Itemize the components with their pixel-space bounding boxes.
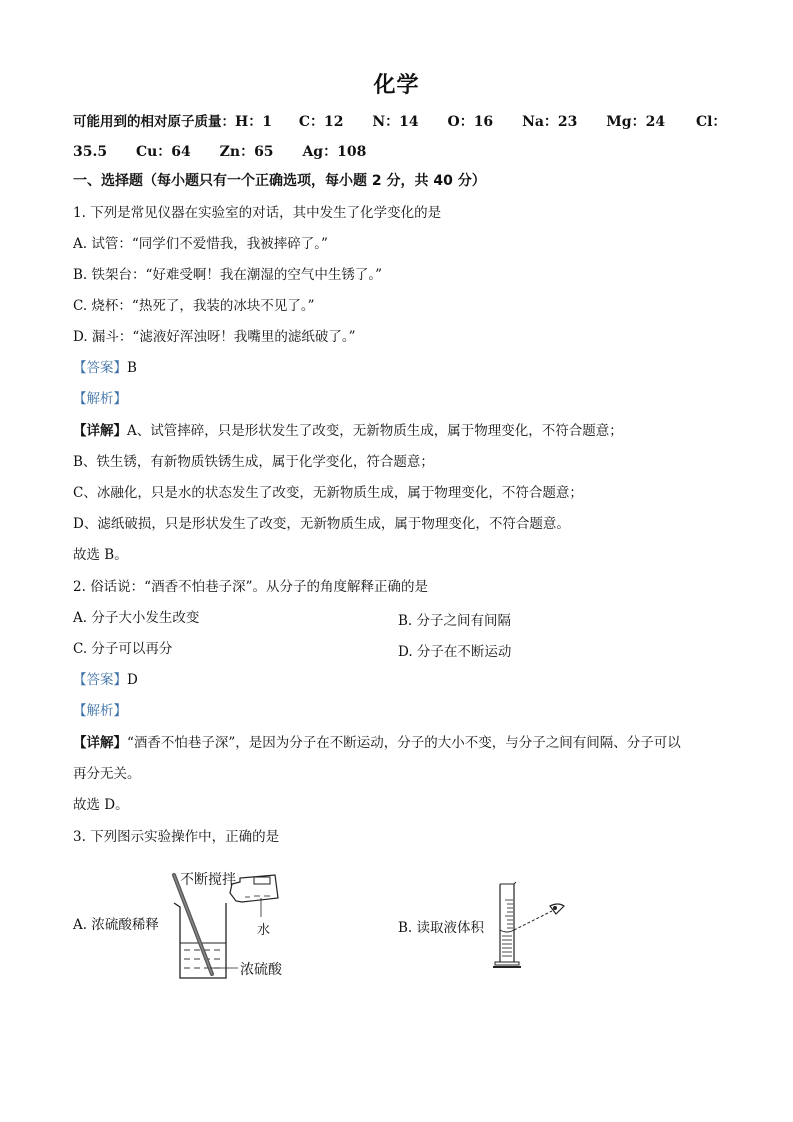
analysis-label: 【解析】 bbox=[73, 703, 127, 719]
q1-option-d: D. 漏斗：“滤液好浑浊呀！我嘴里的滤纸破了。” bbox=[73, 329, 356, 345]
question-number: 1. bbox=[73, 205, 86, 221]
detail-label: 【详解】 bbox=[73, 423, 127, 439]
detail-text: A、试管摔碎，只是形状发生了改变，无新物质生成，属于物理变化，不符合题意； bbox=[127, 423, 623, 439]
mass-na: Na：23 bbox=[522, 114, 578, 130]
q1-option-a: A. 试管：“同学们不爱惜我，我被摔碎了。” bbox=[73, 236, 328, 252]
answer-label: 【答案】 bbox=[73, 672, 127, 688]
atomic-mass-line-1 bbox=[73, 110, 726, 131]
water-label: 水 bbox=[257, 923, 271, 938]
answer-value: D bbox=[127, 672, 138, 688]
q3-option-a-label: A. 浓硫酸稀释 bbox=[73, 917, 159, 933]
section-heading: 一、选择题（每小题只有一个正确选项，每小题 2 分，共 40 分） bbox=[73, 173, 486, 189]
question-number: 3. bbox=[73, 829, 86, 845]
q1-detail-line-3: C、冰融化，只是水的状态发生了改变，无新物质生成，属于物理变化，不符合题意； bbox=[73, 485, 583, 501]
mass-cl-label: Cl： bbox=[695, 114, 727, 130]
answer-value: B bbox=[127, 360, 137, 376]
q1-detail-line-4: D、滤纸破损，只是形状发生了改变，无新物质生成，属于物理变化，不符合题意。 bbox=[73, 516, 570, 532]
atomic-mass-label: 可能用到的相对原子质量： bbox=[73, 114, 235, 130]
question-text: 俗话说：“酒香不怕巷子深”。从分子的角度解释正确的是 bbox=[90, 579, 428, 595]
mass-mg: Mg：24 bbox=[606, 114, 666, 130]
detail-label: 【详解】 bbox=[73, 735, 127, 751]
question-1-stem bbox=[73, 204, 441, 222]
q2-conclusion: 故选 D。 bbox=[73, 797, 129, 813]
analysis-label: 【解析】 bbox=[73, 391, 127, 407]
mass-n: N：14 bbox=[372, 114, 419, 130]
q1-answer bbox=[73, 359, 137, 377]
q1-detail-line-2: B、铁生锈，有新物质铁锈生成，属于化学变化，符合题意； bbox=[73, 454, 434, 470]
figure-cylinder-reading bbox=[492, 878, 572, 973]
mass-cu: Cu：64 bbox=[135, 144, 191, 160]
mass-c: C：12 bbox=[298, 114, 344, 130]
mass-o: O：16 bbox=[447, 114, 494, 130]
question-3-stem bbox=[73, 828, 279, 846]
mass-zn: Zn：65 bbox=[219, 144, 274, 160]
q2-option-b: B. 分子之间有间隔 bbox=[398, 613, 512, 629]
stir-label: 不断搅拌 bbox=[180, 872, 236, 888]
q2-option-c: C. 分子可以再分 bbox=[73, 641, 173, 657]
q2-answer bbox=[73, 671, 138, 689]
q2-option-d: D. 分子在不断运动 bbox=[398, 644, 512, 660]
q2-option-a: A. 分子大小发生改变 bbox=[73, 610, 200, 626]
acid-label: 浓硫酸 bbox=[240, 962, 282, 978]
answer-label: 【答案】 bbox=[73, 360, 127, 376]
q2-detail-line-1 bbox=[73, 734, 681, 752]
figure-acid-dilution bbox=[160, 868, 310, 983]
detail-text: “酒香不怕巷子深”，是因为分子在不断运动，分子的大小不变，与分子之间有间隔、分子可以 bbox=[127, 735, 681, 751]
eye-icon bbox=[550, 904, 564, 914]
mass-h: H：1 bbox=[235, 114, 272, 130]
q2-detail-line-2: 再分无关。 bbox=[73, 766, 141, 782]
atomic-mass-line-2 bbox=[73, 141, 366, 161]
question-number: 2. bbox=[73, 579, 86, 595]
q2-analysis-label bbox=[73, 702, 127, 720]
question-text: 下列图示实验操作中，正确的是 bbox=[90, 829, 280, 845]
question-2-stem bbox=[73, 578, 428, 596]
q1-analysis-label bbox=[73, 390, 127, 408]
mass-cl-value: 35.5 bbox=[73, 144, 108, 160]
q1-conclusion: 故选 B。 bbox=[73, 547, 128, 563]
question-text: 下列是常见仪器在实验室的对话，其中发生了化学变化的是 bbox=[90, 205, 442, 221]
q1-detail-line-1 bbox=[73, 422, 623, 440]
q1-option-b: B. 铁架台：“好难受啊！我在潮湿的空气中生锈了。” bbox=[73, 267, 383, 283]
page-title: 化学 bbox=[373, 72, 420, 98]
q1-option-c: C. 烧杯：“热死了，我装的冰块不见了。” bbox=[73, 298, 315, 314]
mass-ag: Ag：108 bbox=[302, 144, 367, 160]
q3-option-b-label: B. 读取液体积 bbox=[398, 920, 485, 936]
